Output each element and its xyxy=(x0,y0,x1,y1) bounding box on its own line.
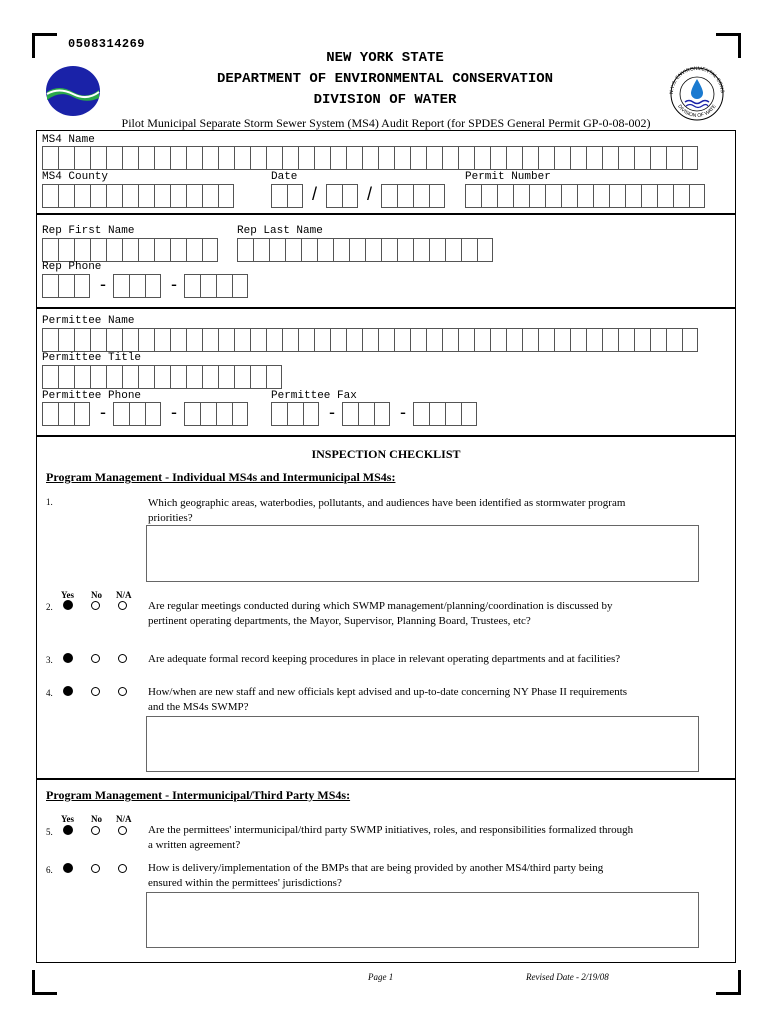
question-4-text: How/when are new staff and new officials kept advised and up-to-date concerning NY Phase II requirements and the MS4s SWMP? xyxy=(148,686,628,713)
permittee-info-section xyxy=(36,308,736,436)
rep-last-name-input[interactable] xyxy=(237,238,493,262)
section-2-title: Program Management - Intermunicipal/Third Party MS4s: xyxy=(46,788,351,802)
question-6-number: 6. xyxy=(46,865,53,875)
question-4-na-radio[interactable] xyxy=(118,687,127,696)
page-number: Page 1 xyxy=(368,972,394,982)
question-6-answer-box[interactable] xyxy=(146,892,699,948)
phone-separator: - xyxy=(171,274,177,294)
permittee-fax-prefix-input[interactable] xyxy=(342,402,390,426)
rep-phone-label: Rep Phone xyxy=(42,261,102,273)
question-5-no-radio[interactable] xyxy=(91,826,100,835)
option-yes-header: Yes xyxy=(61,814,74,824)
permittee-fax-line-input[interactable] xyxy=(413,402,477,426)
question-3-text: Are adequate formal record keeping procedures in place in relevant operating departments and at facilities? xyxy=(148,653,621,665)
question-5-na-radio[interactable] xyxy=(118,826,127,835)
ms4-county-input[interactable] xyxy=(42,184,234,208)
form-subtitle: Pilot Municipal Separate Storm Sewer System (MS4) Audit Report (for SPDES General Permit GP-0-08-002) xyxy=(121,116,651,130)
option-yes-header: Yes xyxy=(61,590,74,600)
date-label: Date xyxy=(271,171,298,183)
rep-first-name-label: Rep First Name xyxy=(42,225,135,237)
permit-number-input[interactable] xyxy=(465,184,705,208)
header-line-1: NEW YORK STATE xyxy=(326,50,444,66)
dec-seal-icon xyxy=(664,62,730,122)
option-na-header: N/A xyxy=(116,814,132,824)
option-no-header: No xyxy=(91,814,102,824)
registration-mark-top-right xyxy=(716,33,741,58)
question-1-answer-box[interactable] xyxy=(146,525,699,582)
header-line-2: DEPARTMENT OF ENVIRONMENTAL CONSERVATION xyxy=(216,71,554,87)
question-2-text: Are regular meetings conducted during which SWMP management/planning/coordination is discussed by pertinent operating departments, the Mayor, Supervisor, Planning Board, Trustees, etc? xyxy=(148,600,613,627)
permittee-phone-line-input[interactable] xyxy=(184,402,248,426)
registration-mark-top-left xyxy=(32,33,57,58)
rep-first-name-input[interactable] xyxy=(42,238,218,262)
question-2-na-radio[interactable] xyxy=(118,601,127,610)
permittee-phone-label: Permittee Phone xyxy=(42,390,142,402)
document-code: 0508314269 xyxy=(68,37,146,51)
registration-mark-bottom-left xyxy=(32,970,57,995)
question-6-text: How is delivery/implementation of the BMPs that are being provided by another MS4/third party being ensured within the permittees' jurisdictions? xyxy=(148,862,604,889)
question-2-number: 2. xyxy=(46,602,53,612)
date-separator: / xyxy=(367,184,373,204)
permittee-title-input[interactable] xyxy=(42,365,282,389)
permittee-phone-prefix-input[interactable] xyxy=(113,402,161,426)
permit-number-label: Permit Number xyxy=(465,171,551,183)
option-no-header: No xyxy=(91,590,102,600)
rep-info-section xyxy=(36,214,736,308)
question-4-number: 4. xyxy=(46,688,53,698)
checklist-title: INSPECTION CHECKLIST xyxy=(311,447,461,461)
rep-phone-prefix-input[interactable] xyxy=(113,274,161,298)
ms4-county-label: MS4 County xyxy=(42,171,109,183)
phone-separator: - xyxy=(100,274,106,294)
ms4-info-section xyxy=(36,130,736,214)
question-1-text: Which geographic areas, waterbodies, pollutants, and audiences have been identified as stormwater program priorities? xyxy=(148,497,626,524)
question-3-yes-radio[interactable] xyxy=(63,653,73,663)
registration-mark-bottom-right xyxy=(716,970,741,995)
date-year-input[interactable] xyxy=(381,184,445,208)
question-3-number: 3. xyxy=(46,655,53,665)
phone-separator: - xyxy=(171,402,177,422)
option-na-header: N/A xyxy=(116,590,132,600)
header-line-3: DIVISION OF WATER xyxy=(313,92,457,108)
question-3-na-radio[interactable] xyxy=(118,654,127,663)
revised-date: Revised Date - 2/19/08 xyxy=(526,972,609,982)
question-6-na-radio[interactable] xyxy=(118,864,127,873)
question-4-answer-box[interactable] xyxy=(146,716,699,772)
permittee-fax-label: Permittee Fax xyxy=(271,390,357,402)
question-5-text: Are the permittees' intermunicipal/third party SWMP initiatives, roles, and responsibilities formalized through a written agreement? xyxy=(148,824,634,851)
question-3-no-radio[interactable] xyxy=(91,654,100,663)
question-2-no-radio[interactable] xyxy=(91,601,100,610)
section-1-title: Program Management - Individual MS4s and Intermunicipal MS4s: xyxy=(46,470,396,484)
question-6-no-radio[interactable] xyxy=(91,864,100,873)
phone-separator: - xyxy=(100,402,106,422)
rep-phone-area-input[interactable] xyxy=(42,274,90,298)
question-4-no-radio[interactable] xyxy=(91,687,100,696)
permittee-phone-area-input[interactable] xyxy=(42,402,90,426)
permittee-title-label: Permittee Title xyxy=(42,352,142,364)
permittee-fax-area-input[interactable] xyxy=(271,402,319,426)
nys-logo-icon xyxy=(44,64,102,118)
permittee-name-label: Permittee Name xyxy=(42,315,135,327)
question-5-yes-radio[interactable] xyxy=(63,825,73,835)
question-2-yes-radio[interactable] xyxy=(63,600,73,610)
date-separator: / xyxy=(312,184,318,204)
date-day-input[interactable] xyxy=(326,184,358,208)
rep-phone-line-input[interactable] xyxy=(184,274,248,298)
question-6-yes-radio[interactable] xyxy=(63,863,73,873)
ms4-name-label: MS4 Name xyxy=(42,134,95,146)
question-1-number: 1. xyxy=(46,497,53,507)
fax-separator: - xyxy=(400,402,406,422)
rep-last-name-label: Rep Last Name xyxy=(237,225,323,237)
permittee-name-input[interactable] xyxy=(42,328,698,352)
seal-bottom-text: DIVISION OF WATE xyxy=(676,103,718,119)
fax-separator: - xyxy=(329,402,335,422)
ms4-name-input[interactable] xyxy=(42,146,698,170)
question-5-number: 5. xyxy=(46,827,53,837)
question-4-yes-radio[interactable] xyxy=(63,686,73,696)
date-month-input[interactable] xyxy=(271,184,303,208)
seal-top-text: N.Y.S. ENVIRONMENTAL CONS xyxy=(668,65,726,95)
